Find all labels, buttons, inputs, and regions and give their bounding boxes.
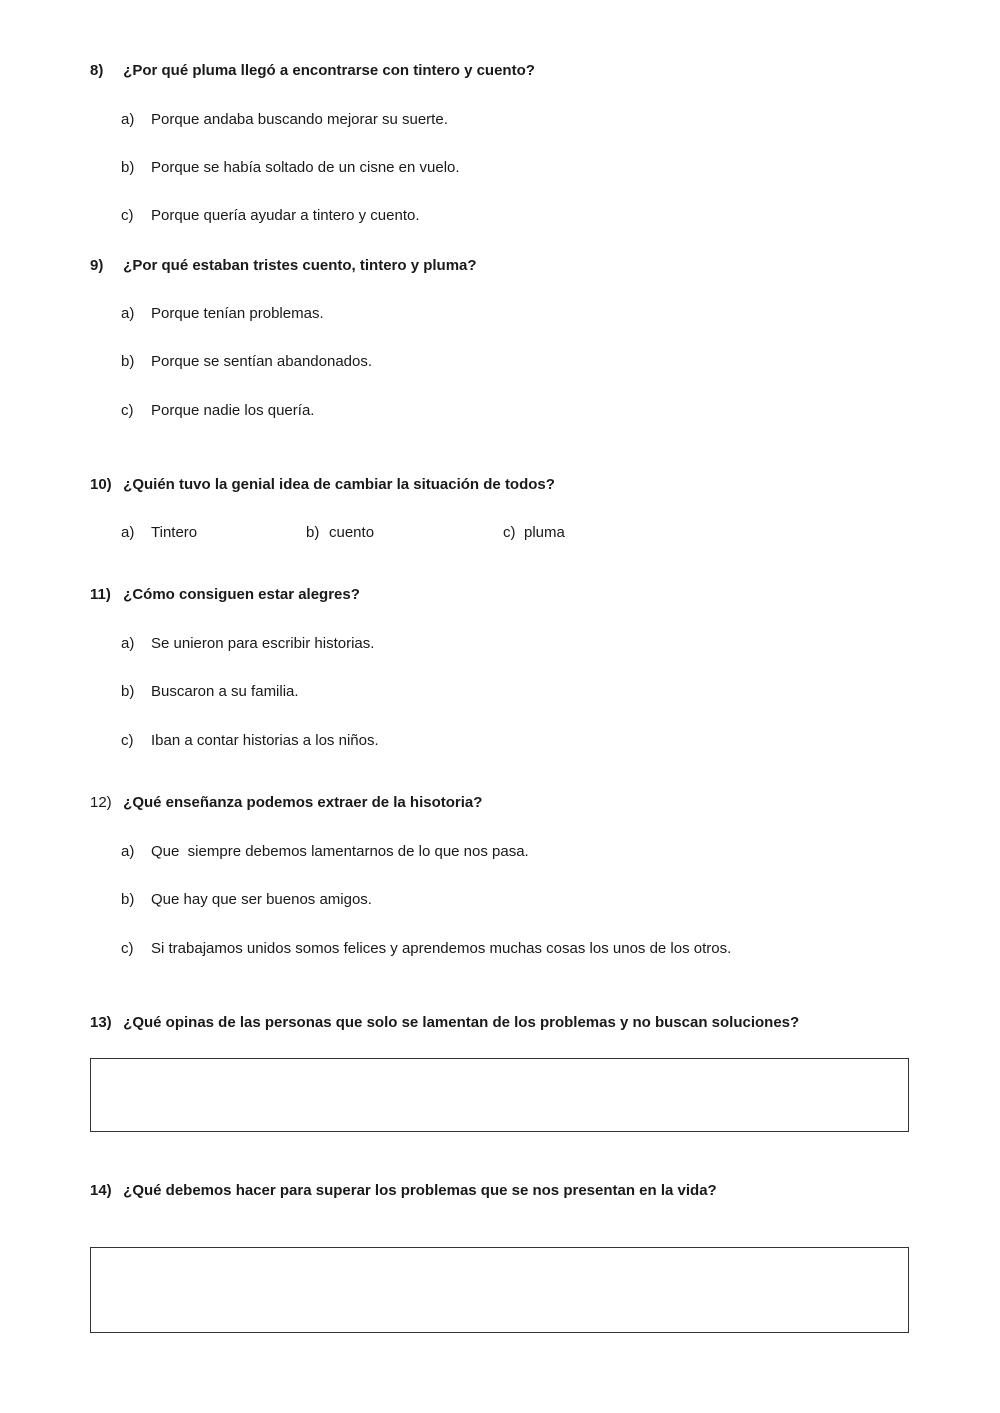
option-12a[interactable]: [121, 843, 529, 860]
answer-box-14[interactable]: [90, 1247, 909, 1333]
option-text: cuento: [329, 524, 375, 541]
option-text: Se unieron para escribir historias.: [151, 635, 375, 652]
option-text: Buscaron a su familia.: [151, 683, 299, 700]
option-text: Tintero: [151, 524, 198, 541]
option-8a[interactable]: [121, 111, 448, 128]
option-text: Porque nadie los quería.: [151, 402, 315, 419]
question-number: 9): [90, 257, 104, 274]
question-11: [90, 586, 360, 603]
option-letter: c): [503, 524, 516, 541]
question-number: 14): [90, 1182, 112, 1199]
option-12b[interactable]: [121, 891, 372, 908]
option-text: Porque se había soltado de un cisne en vuelo.: [151, 159, 460, 176]
option-letter: c): [121, 402, 134, 419]
option-letter: c): [121, 207, 134, 224]
option-11a[interactable]: [121, 635, 374, 652]
question-10: [90, 476, 555, 493]
option-letter: b): [121, 353, 135, 370]
option-text: Porque tenían problemas.: [151, 305, 324, 322]
option-10c[interactable]: [503, 524, 565, 541]
option-text: Iban a contar historias a los niños.: [151, 732, 379, 749]
option-letter: a): [121, 305, 135, 322]
question-number: 12): [90, 794, 112, 811]
option-letter: a): [121, 524, 135, 541]
option-text: Porque se sentían abandonados.: [151, 353, 373, 370]
option-letter: b): [121, 891, 135, 908]
question-text: ¿Qué opinas de las personas que solo se lamentan de los problemas y no buscan soluciones?: [123, 1014, 800, 1031]
option-letter: b): [121, 159, 135, 176]
option-letter: b): [121, 683, 135, 700]
question-text: ¿Por qué pluma llegó a encontrarse con tintero y cuento?: [123, 62, 535, 79]
option-11b[interactable]: [121, 683, 299, 700]
option-9b[interactable]: [121, 353, 372, 370]
option-8b[interactable]: [121, 159, 460, 176]
question-text: ¿Quién tuvo la genial idea de cambiar la situación de todos?: [123, 476, 555, 493]
question-text: ¿Qué debemos hacer para superar los problemas que se nos presentan en la vida?: [123, 1182, 717, 1199]
question-text: ¿Qué enseñanza podemos extraer de la hisotoria?: [123, 794, 483, 811]
question-text: ¿Por qué estaban tristes cuento, tintero y pluma?: [123, 257, 477, 274]
question-number: 13): [90, 1014, 112, 1031]
question-number: 8): [90, 62, 104, 79]
answer-box-13[interactable]: [90, 1058, 909, 1132]
question-9: [90, 257, 477, 274]
question-12: [90, 794, 482, 811]
option-text: Si trabajamos unidos somos felices y aprendemos muchas cosas los unos de los otros.: [151, 940, 732, 957]
option-10b[interactable]: [306, 524, 374, 541]
question-number: 11): [90, 586, 111, 603]
question-text: ¿Cómo consiguen estar alegres?: [123, 586, 360, 603]
option-letter: b): [306, 524, 320, 541]
option-text: Porque quería ayudar a tintero y cuento.: [151, 207, 420, 224]
option-12c[interactable]: [121, 940, 731, 957]
option-text: Que hay que ser buenos amigos.: [151, 891, 372, 908]
option-letter: c): [121, 940, 134, 957]
option-text: Que siempre debemos lamentarnos de lo que nos pasa.: [151, 843, 529, 860]
option-letter: c): [121, 732, 134, 749]
option-9c[interactable]: [121, 402, 314, 419]
question-number: 10): [90, 476, 112, 493]
question-14: [90, 1182, 717, 1199]
question-13: [90, 1014, 799, 1031]
option-9a[interactable]: [121, 305, 324, 322]
question-8: [90, 62, 535, 79]
option-10a[interactable]: [121, 524, 197, 541]
option-letter: a): [121, 635, 135, 652]
option-8c[interactable]: [121, 207, 420, 224]
option-text: pluma: [524, 524, 565, 541]
option-letter: a): [121, 843, 135, 860]
option-letter: a): [121, 111, 135, 128]
option-11c[interactable]: [121, 732, 379, 749]
option-text: Porque andaba buscando mejorar su suerte.: [151, 111, 448, 128]
